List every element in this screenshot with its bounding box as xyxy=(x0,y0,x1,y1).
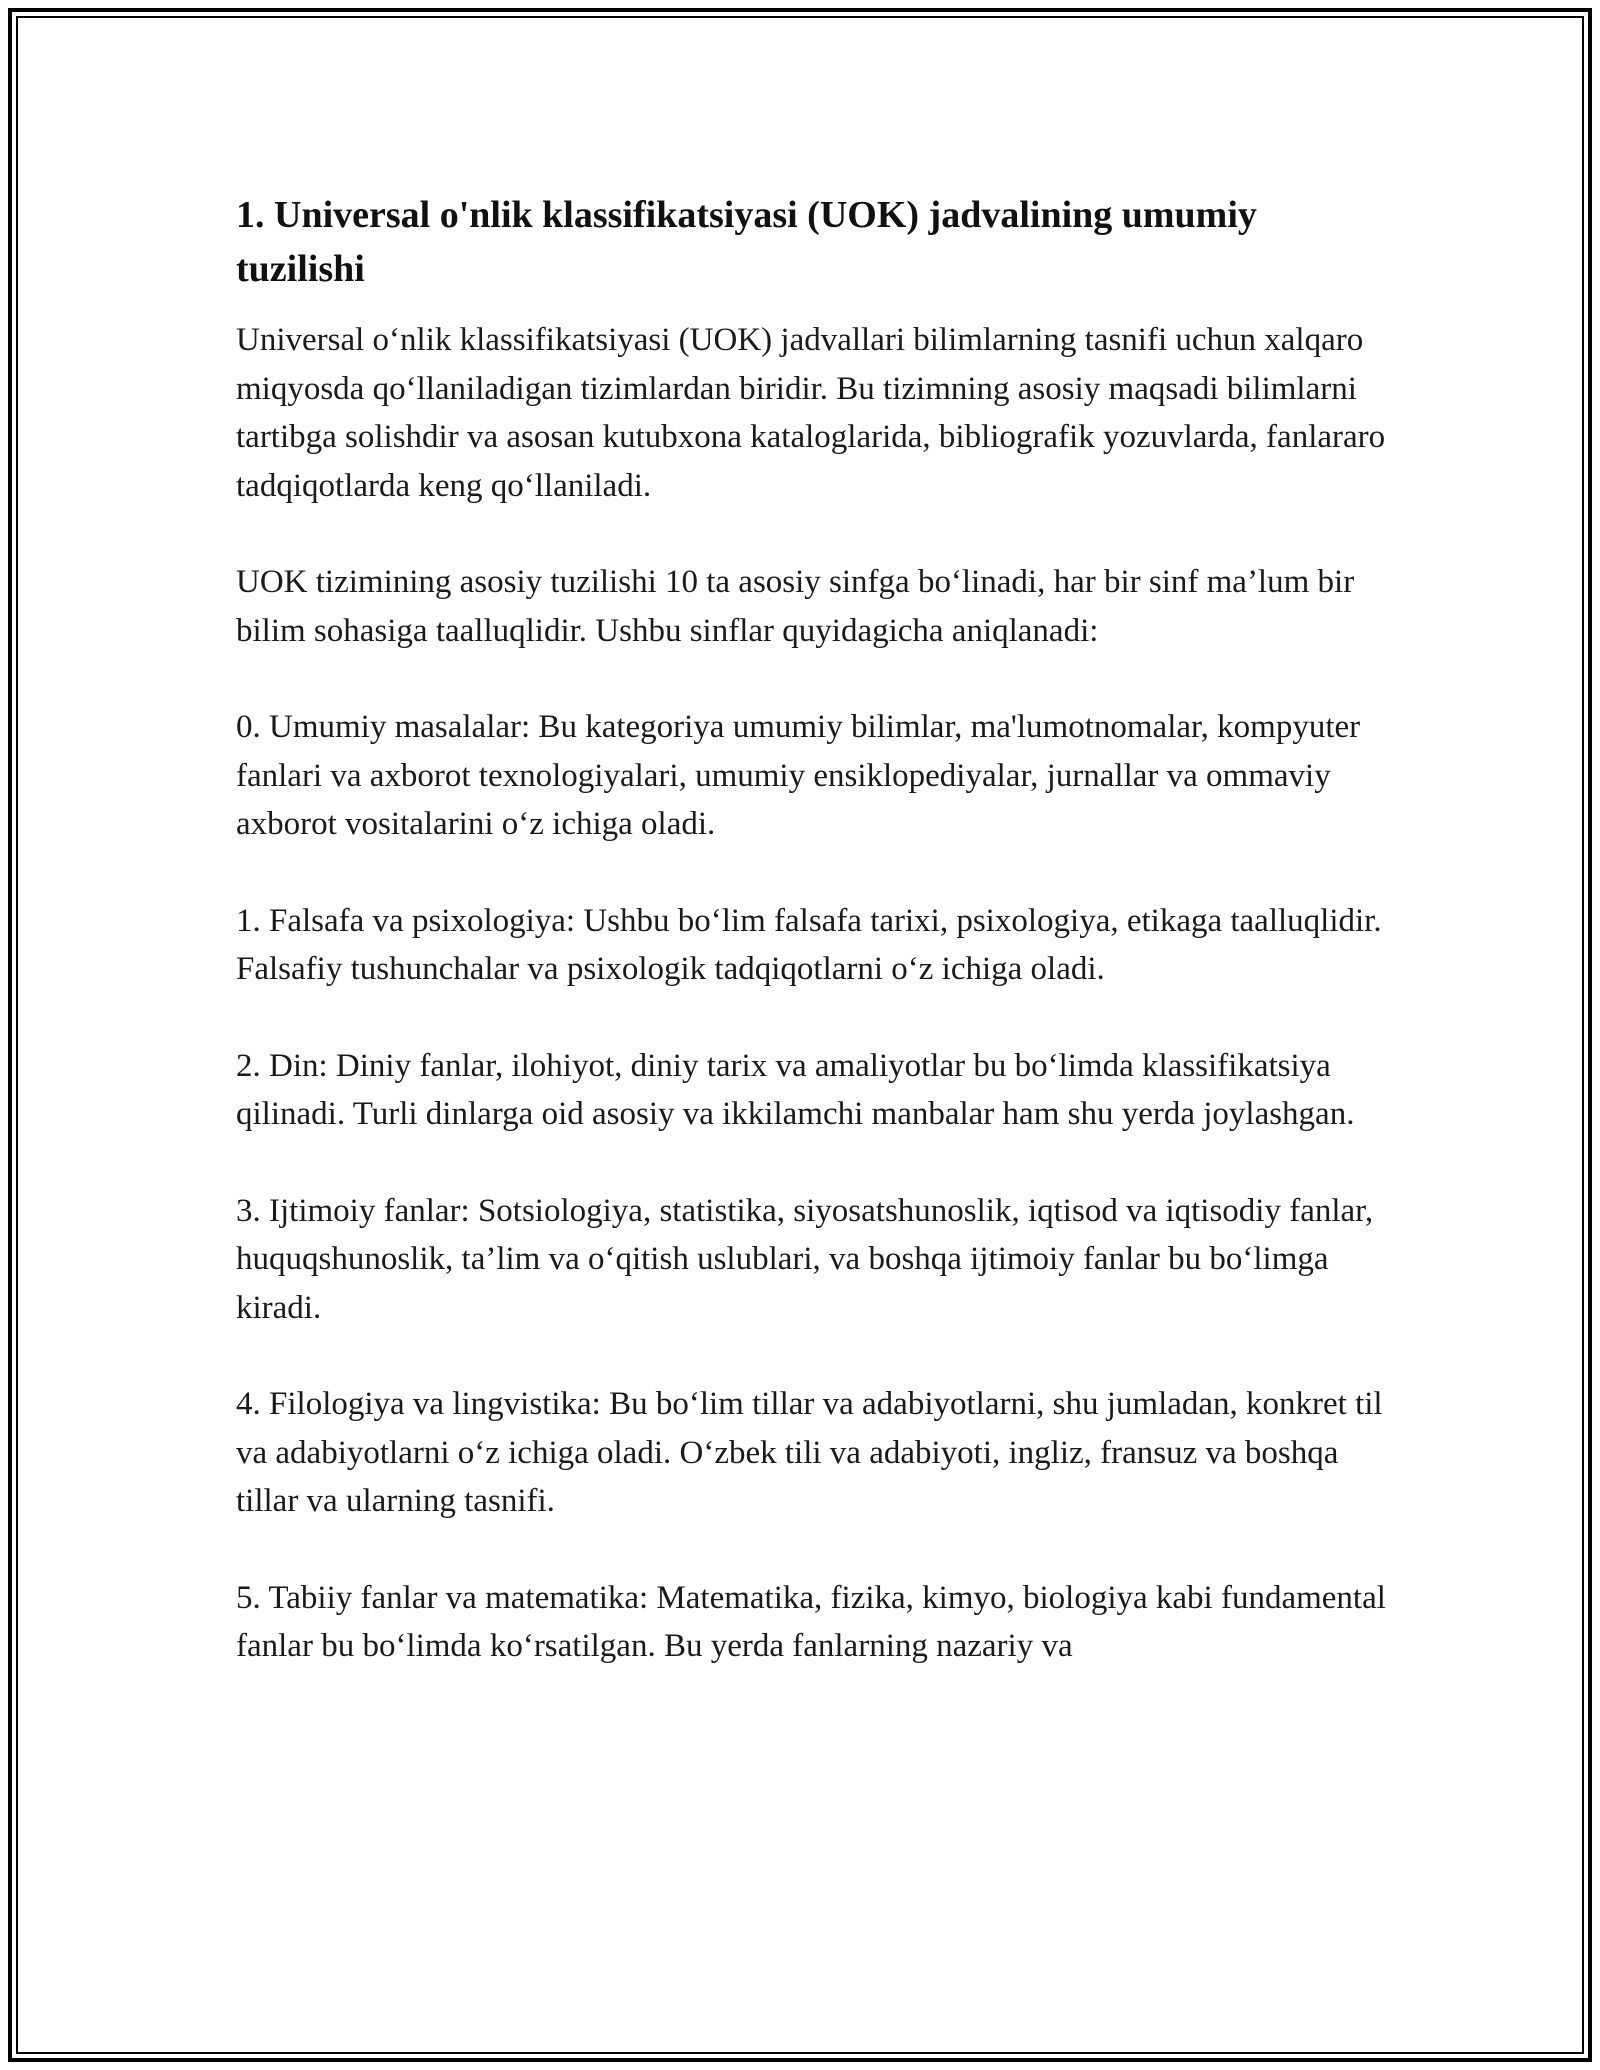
document-body xyxy=(236,188,1386,1719)
paragraph-intro: Universal o‘nlik klassifikatsiyasi (UOK) jadvallari bilimlarning tasnifi uchun xalqaro miqyosda qo‘llaniladigan tizimlardan biridir. Bu tizimning asosiy maqsadi bilimlarni tartibga solishdir va asosan kutubxona kataloglarida, bibliografik yozuvlarda, fanlararo tadqiqotlarda keng qo‘llaniladi. xyxy=(236,322,1386,504)
paragraph-class-5: 5. Tabiiy fanlar va matematika: Matematika, fizika, kimyo, biologiya kabi fundamental fanlar bu bo‘limda ko‘rsatilgan. Bu yerda fanlarning nazariy va xyxy=(236,1579,1386,1664)
section-heading: 1. Universal o'nlik klassifikatsiyasi (UOK) jadvalining umumiy tuzilishi xyxy=(236,194,1257,290)
paragraph-class-4: 4. Filologiya va lingvistika: Bu bo‘lim tillar va adabiyotlarni, shu jumladan, konkret til va adabiyotlarni o‘z ichiga oladi. O‘zbek tili va adabiyoti, ingliz, fransuz va boshqa tillar va ularning tasnifi. xyxy=(236,1386,1383,1519)
paragraph-class-3: 3. Ijtimoiy fanlar: Sotsiologiya, statistika, siyosatshunoslik, iqtisod va iqtisodiy fanlar, huquqshunoslik, ta’lim va o‘qitish uslublari, va boshqa ijtimoiy fanlar bu bo‘limga kiradi. xyxy=(236,1192,1374,1326)
paragraph-class-0: 0. Umumiy masalalar: Bu kategoriya umumiy bilimlar, ma'lumotnomalar, kompyuter fanlari va axborot texnologiyalari, umumiy ensiklopediyalar, jurnallar va ommaviy axborot vositalarini o‘z ichiga oladi. xyxy=(236,709,1361,842)
paragraph-class-1: 1. Falsafa va psixologiya: Ushbu bo‘lim falsafa tarixi, psixologiya, etikaga taalluqlidir. Falsafiy tushunchalar va psixologik tadqiqotlarni o‘z ichiga oladi. xyxy=(236,902,1382,987)
paragraph-class-2: 2. Din: Diniy fanlar, ilohiyot, diniy tarix va amaliyotlar bu bo‘limda klassifikatsiya qilinadi. Turli dinlarga oid asosiy va ikkilamchi manbalar ham shu yerda joylashgan. xyxy=(236,1047,1355,1132)
paragraph-structure: UOK tizimining asosiy tuzilishi 10 ta asosiy sinfga bo‘linadi, har bir sinf ma’lum bir bilim sohasiga taalluqlidir. Ushbu sinflar quyidagicha aniqlanadi: xyxy=(236,564,1355,649)
